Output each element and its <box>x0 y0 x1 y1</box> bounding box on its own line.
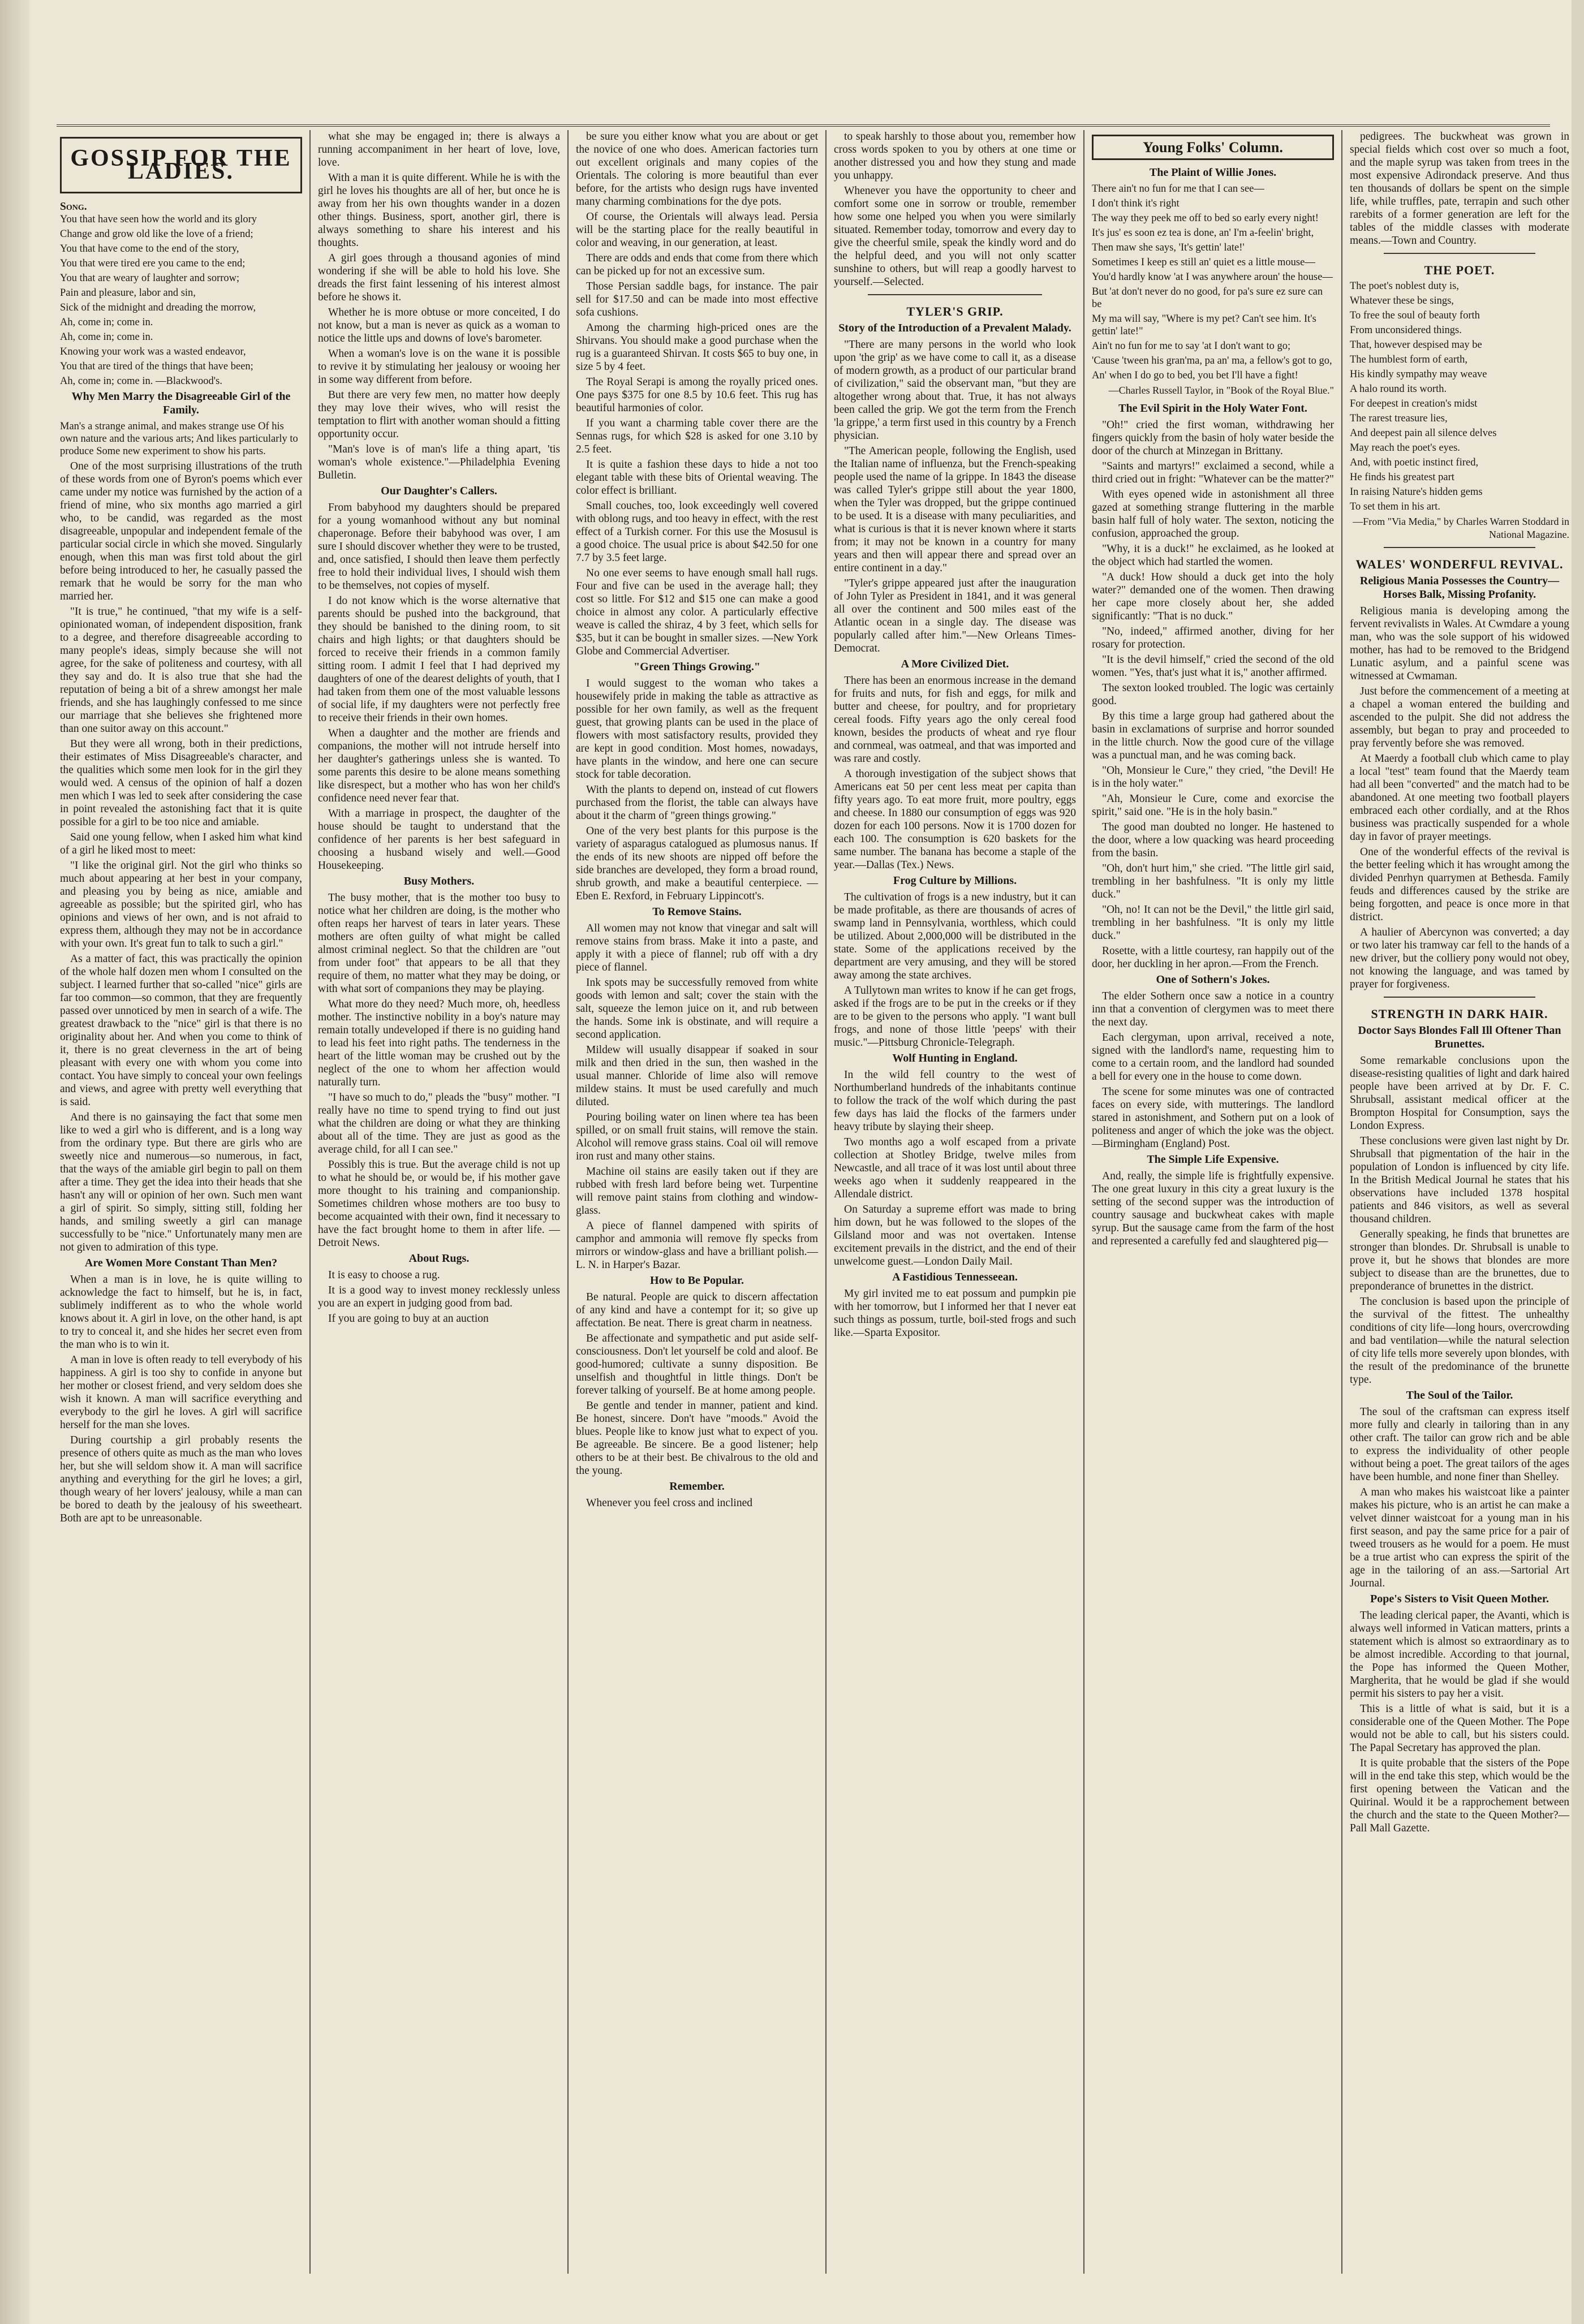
article-paragraph: A man in love is often ready to tell everybody of his happiness. A girl is too shy to confide in anyone but her mother or closest friend, and very seldom does she wish it known. A man will sacrifice everything and everybody to the girl he loves. A girl will sacrifice herself for the man she loves. <box>60 1354 302 1431</box>
page-edge-left <box>0 0 29 2324</box>
article-paragraph: No one ever seems to have enough small hall rugs. Four and five can be used in the average hall; they cost so little. For $12 and $15 one can make a good choice in almost any color. A particularly effective weave is called the shiraz, 4 by 3 feet, which sells for $35, but it can be bought in smaller sizes. —New York Globe and Commercial Advertiser. <box>576 567 818 657</box>
poem-line: I don't think it's right <box>1092 198 1180 209</box>
section-divider <box>1384 547 1535 548</box>
article-headline: STRENGTH IN DARK HAIR. <box>1371 1007 1548 1021</box>
poem-line: He finds his greatest part <box>1350 472 1454 483</box>
article-paragraph: There are odds and ends that come from there which can be picked up for not an excessive sum. <box>576 252 818 277</box>
song-line: Knowing your work was a wasted endeavor, <box>60 346 246 357</box>
poem-line: For deepest in creation's midst <box>1350 398 1478 409</box>
article-paragraph: With a man it is quite different. While he is with the girl he loves his thoughts are all of her, but once he is away from her his own thoughts wander in a dozen other things. Business, sport, another girl, there is always something to share his interest and his thoughts. <box>318 172 560 249</box>
article-paragraph: With eyes opened wide in astonishment all three gazed at something strange fluttering in the marble basin half full of holy water. The sexton, noticing the confusion, approached the group. <box>1092 489 1334 540</box>
article-paragraph: Whether he is more obtuse or more conceited, I do not know, but a man is never as quick as a woman to notice the little ups and downs of love's barometer. <box>318 307 560 344</box>
article-paragraph: The cultivation of frogs is a new industry, but it can be made profitable, as there are thousands of acres of swamp land in Pennsylvania, worthless, which could be utilized. About 2,000,000 will be distributed in the state. Some of the applications received by the department are very amusing, and they will be stored away among the state archives. <box>834 891 1076 981</box>
column-4 <box>830 130 1079 2274</box>
article-paragraph: Machine oil stains are easily taken out if they are rubbed with fresh lard before being wet. Turpentine will remove paint stains from clothing and window-glass. <box>576 1166 818 1217</box>
song-line: You that have seen how the world and its glory <box>60 214 257 225</box>
article-epigraph: Man's a strange animal, and makes strange use Of his own nature and the various arts; And likes particularly to produce Some new experiment to show his parts. <box>60 421 298 457</box>
poem-line: The humblest form of earth, <box>1350 354 1468 365</box>
article-headline: One of Sothern's Jokes. <box>1156 973 1270 986</box>
article-paragraph: If you want a charming table cover there are the Sennas rugs, for which $28 is asked for one 3.10 by 2.5 feet. <box>576 417 818 455</box>
article-paragraph: Religious mania is developing among the fervent revivalists in Wales. At Cwmdare a young man, who was the sole support of his widowed mother, has had to be removed to the Bridgend Lunatic asylum, and a painful scene was witnessed at Cwmaman. <box>1350 605 1569 682</box>
article-paragraph: be sure you either know what you are about or get the novice of one who does. American factories turn out excellent originals and many copies of the Orientals. The coloring is more beautiful than ever before, for the artists who design rugs have invented many charming combinations for the dye pots. <box>576 131 818 208</box>
article-paragraph: With a marriage in prospect, the daughter of the house should be taught to understand that the confidence of her parents is her best safeguard in choosing a husband wisely and well.—Good Housekeeping. <box>318 808 560 872</box>
article-paragraph: Pouring boiling water on linen where tea has been spilled, or on small fruit stains, will remove the stain. Alcohol will remove grass stains. Coal oil will remove iron rust and many other stains. <box>576 1111 818 1162</box>
article-paragraph: The good man doubted no longer. He hastened to the door, where a low quacking was heard proceeding from the basin. <box>1092 821 1334 859</box>
article-subheadline: Story of the Introduction of a Prevalent Malady. <box>838 322 1071 334</box>
article-paragraph: All women may not know that vinegar and salt will remove stains from brass. Make it into a paste, and apply it with a piece of flannel; rub off with a dry piece of flannel. <box>576 922 818 973</box>
song-title: Song. <box>60 201 87 213</box>
article-paragraph: Those Persian saddle bags, for instance. The pair sell for $17.50 and can be made into most effective sofa cushions. <box>576 281 818 318</box>
article-paragraph: It is a good way to invest money recklessly unless you are an expert in judging good from bad. <box>318 1284 560 1309</box>
poem-title: The Plaint of Willie Jones. <box>1149 166 1277 179</box>
article-paragraph: "No, indeed," affirmed another, diving for her rosary for protection. <box>1092 626 1334 650</box>
article-paragraph: "It is true," he continued, "that my wife is a self-opinionated woman, of independent disposition, frank to a degree, and therefore disagreeable according to many people's ideas, simply because she will not agree, for the sake of politeness and courtesy, with all they say and do. It is also true that she had the reputation of being a bit of a shrew amongst her male friends, and she has laughingly confessed to me since our marriage that she believes she frightened more than one suitor away on this account." <box>60 606 302 735</box>
article-headline: Why Men Marry the Disagreeable Girl of the Family. <box>71 390 291 416</box>
article-paragraph: By this time a large group had gathered about the basin in exclamations of surprise and horror sounded in the little church. Now the good cure of the village was a punctual man, and he was coming back. <box>1092 710 1334 761</box>
article-paragraph: The scene for some minutes was one of contracted faces on every side, with mutterings. The landlord stared in astonishment, and Sothern put on a look of politeness and anger of which the joke was the object.—Birmingham (England) Post. <box>1092 1086 1334 1150</box>
article-paragraph: The elder Sothern once saw a notice in a country inn that a convention of clergymen was to meet there the next day. <box>1092 990 1334 1028</box>
song-line: Ah, come in; come in. —Blackwood's. <box>60 376 222 387</box>
article-paragraph: what she may be engaged in; there is always a running accompaniment in her heart of love, love, love. <box>318 131 560 169</box>
article-paragraph: The Royal Serapi is among the royally priced ones. One pays $375 for one 8.5 by 10.6 feet. This rug has beautiful harmonies of color. <box>576 376 818 414</box>
article-paragraph: Mildew will usually disappear if soaked in sour milk and then dried in the sun, then washed in the usual manner. Chloride of lime also will remove mildew stains. It must be used carefully and much diluted. <box>576 1044 818 1108</box>
article-paragraph: Said one young fellow, when I asked him what kind of a girl he liked most to meet: <box>60 831 302 856</box>
article-headline: The Evil Spirit in the Holy Water Font. <box>1118 402 1307 415</box>
article-paragraph: A man who makes his waistcoat like a painter makes his picture, who is an artist he can make a velvet dinner waistcoat for a young man in his first season, and pay the same price for a pair of tweed trousers as he would for a poem. He must be a true artist who can express the spirit of the age in the tailoring of an ass.—Sartorial Art Journal. <box>1350 1486 1569 1589</box>
column-1 <box>57 130 305 2274</box>
poem-line: Ain't no fun for me to say 'at I don't want to go; <box>1092 340 1291 352</box>
column-5 <box>1088 130 1337 2274</box>
poem-line: The rarest treasure lies, <box>1350 413 1448 424</box>
article-paragraph: The conclusion is based upon the principle of the survival of the fittest. The unhealthy conditions of city life—long hours, overcrowding and bad ventilation—while the natural selection of city life tells more severely upon blondes, with the result of the predominance of the brunette type. <box>1350 1296 1569 1386</box>
article-headline: The Simple Life Expensive. <box>1147 1153 1279 1166</box>
article-paragraph: It is quite a fashion these days to hide a not too elegant table with these bits of Oriental weaving. The color effect is brilliant. <box>576 459 818 497</box>
article-headline: TYLER'S GRIP. <box>906 304 1004 318</box>
article-paragraph: "The American people, following the English, used the Italian name of influenza, but the French-speaking people used the name of la grippe. In 1843 the disease was called Tyler's grippe still about the year 1800, when the Tyler was dropped, but the grippe continued to be used. It is a disease with many peculiarities, and what is curious is that it is never known where it starts from; it may not be known in a country for many years and then will appear there and spread over an entire continent in a day." <box>834 445 1076 574</box>
article-paragraph: It is quite probable that the sisters of the Pope will in the end take this step, which would be the first opening between the Vatican and the Quirinal. Would it be a rapprochement between the church and the state to the Queen Mother?—Pall Mall Gazette. <box>1350 1757 1569 1834</box>
article-headline: To Remove Stains. <box>652 906 742 918</box>
poem-line: Whatever these be sings, <box>1350 295 1454 307</box>
section-divider <box>1384 997 1535 998</box>
article-paragraph: When a man is in love, he is quite willing to acknowledge the fact to himself, but he is, in fact, sublimely indifferent as to who the whole world knows about it. A girl in love, on the other hand, is apt to try to conceal it, and she hides her secret even from the man who is to win it. <box>60 1274 302 1351</box>
young-folks-header: Young Folks' Column. <box>1092 135 1334 160</box>
article-paragraph: On Saturday a supreme effort was made to bring him down, but he was followed to the slopes of the Gilsland moor and was not overtaken. Intense excitement prevails in the district, and the end of their unwelcome guest.—London Daily Mail. <box>834 1204 1076 1267</box>
article-paragraph: A haulier of Abercynon was converted; a day or two later his tramway car fell to the hands of a new driver, but the colliery pony would not obey, not knowing the language, and was tamed by prayer for forgiveness. <box>1350 926 1569 990</box>
column-rule <box>1083 130 1084 2274</box>
article-paragraph: When a daughter and the mother are friends and companions, the mother will not intrude herself into her daughter's gatherings unless she is wanted. To some parents this desire to be alone means something like disrespect, but a mother who has won her child's confidence need never fear that. <box>318 727 560 804</box>
article-paragraph: Ink spots may be successfully removed from white goods with lemon and salt; cover the stain with the salt, squeeze the lemon juice on it, and rub between the hands. Some ink is obstinate, and will require a second application. <box>576 977 818 1041</box>
article-paragraph: "Oh, don't hurt him," she cried. "The little girl said, trembling in her bashfulness. "It is only my little duck." <box>1092 863 1334 900</box>
article-paragraph: As a matter of fact, this was practically the opinion of the whole half dozen men whom I consulted on the subject. I learned further that so-called "nice" girls are far too common—so common, that they are frequently passed over unnoticed by men in search of a wife. The greatest drawback to the "nice" girl is that there is no originality about her. And when you come to think of it, there is no great cleverness in the art of being pleasant with every one with whom you come into contact. You have simply to conceal your own feelings and views, and agree with pretty well everything that is said. <box>60 953 302 1108</box>
article-paragraph: And there is no gainsaying the fact that some men like to wed a girl who is different, and is a long way from the ordinary type. But there are girls who are sweetly nice and numerous—so numerous, in fact, that the ways of the amiable girl begin to pall on them after a time. They get the idea into their heads that she hasn't any will or opinion of her own. Such men want a girl of spirit. So simply, sitting still, folding her hands, and smiling sweetly a girl can manage successfully to be "nice." Unfortunately many men are not given to admiration of this type. <box>60 1111 302 1253</box>
article-paragraph: "Saints and martyrs!" exclaimed a second, while a third cried out in fright: "Whatever can be the matter?" <box>1092 460 1334 485</box>
article-paragraph: Be natural. People are quick to discern affectation of any kind and have a contempt for it; so give up affectation. Be neat. There is great charm in neatness. <box>576 1291 818 1329</box>
article-paragraph: This is a little of what is said, but it is a considerable one of the Queen Mother. The Pope would not be able to call, but his sisters could. The Papal Secretary has approved the plan. <box>1350 1703 1569 1754</box>
article-paragraph: "It is the devil himself," cried the second of the old women. "Yes, that's just what it is," another affirmed. <box>1092 654 1334 679</box>
article-paragraph: From babyhood my daughters should be prepared for a young womanhood without any but nominal chaperonage. Before their babyhood was over, I am sure I should discover whether they were to be trusted, and, once satisfied, I should then leave them perfectly free to hold their individual lives, I should wish them to be themselves, not copies of myself. <box>318 502 560 592</box>
article-paragraph: It is easy to choose a rug. <box>328 1269 440 1281</box>
article-paragraph: In the wild fell country to the west of Northumberland hundreds of the inhabitants continue to follow the track of the wolf which during the past few days has laid the flocks of the farmers under heavy tribute by slaying their sheep. <box>834 1069 1076 1133</box>
poem-line: May reach the poet's eyes. <box>1350 442 1460 454</box>
poem-line: Sometimes I keep es still an' quiet es a little mouse— <box>1092 257 1315 268</box>
article-paragraph: I would suggest to the woman who takes a housewifely pride in making the table as attractive as possible for her own family, as well as the frequent guest, that growing plants can be used in the place of flowers with most satisfactory results, provided they are kept in good condition. Most homes, nowadays, have plants in the window, and here one can secure stock for table decoration. <box>576 678 818 781</box>
song-line: You that have come to the end of the story, <box>60 243 239 255</box>
article-paragraph: The leading clerical paper, the Avanti, which is always well informed in Vatican matters, prints a statement which is almost so extraordinary as to be almost incredible. According to that journal, the Pope has informed the Queen Mother, Margherita, that he would be glad if she would permit his sisters to pay her a visit. <box>1350 1610 1569 1700</box>
article-subheadline: Doctor Says Blondes Fall Ill Oftener Than Brunettes. <box>1358 1024 1561 1050</box>
article-paragraph: If you are going to buy at an auction <box>328 1313 489 1325</box>
article-headline: About Rugs. <box>408 1252 470 1265</box>
column-2 <box>315 130 563 2274</box>
article-paragraph: "A duck! How should a duck get into the holy water?" demanded one of the women. Then drawing her cape more closely about her, she added significantly: "That is no duck." <box>1092 571 1334 622</box>
poem-line: My ma will say, "Where is my pet? Can't see him. It's gettin' late!" <box>1092 313 1316 337</box>
article-paragraph: My girl invited me to eat possum and pumpkin pie with her tomorrow, but I informed her that I never eat such things as possum, turtle, boil-sted frogs and such like.—Sparta Expositor. <box>834 1288 1076 1339</box>
poem-line: A halo round its worth. <box>1350 383 1447 395</box>
song-line: Sick of the midnight and dreading the morrow, <box>60 302 256 313</box>
song-line: Ah, come in; come in. <box>60 317 153 328</box>
poem-line: Then maw she says, 'It's gettin' late!' <box>1092 242 1245 253</box>
song-line: You that are weary of laughter and sorrow; <box>60 273 240 284</box>
article-paragraph: Just before the commencement of a meeting at a chapel a woman entered the building and ascended to the pulpit. She did not address the assembly, but began to pray and proceeded to pray fervently before she was removed. <box>1350 685 1569 749</box>
article-paragraph: pedigrees. The buckwheat was grown in special fields which cost over so much a foot, and the maple syrup was taken from trees in the most expensive Adirondack preserve. And thus ten thousands of dollars be spent on the simple life, while truffles, pate, terrapin and such other rarebits of a former generation are left for the tables of the middle classes with moderate means.—Town and Country. <box>1350 131 1569 247</box>
article-paragraph: "There are many persons in the world who look upon 'the grip' as we have come to call it, as a disease of modern growth, as a product of our particular brand of civilization," said the observant man, "but they are altogether wrong about that. True, it has not always been called the grip. We got the term from the French 'la grippe,' a term first used in this country by a French physician. <box>834 339 1076 442</box>
poem-line: To set them in his art. <box>1350 501 1441 512</box>
article-paragraph: Be gentle and tender in manner, patient and kind. Be honest, sincere. Don't have "moods." Avoid the blues. People like to know just what to expect of you. Be agreeable. Be sincere. Be a good listener; help others to be at their best. Be chivalrous to the old and the young. <box>576 1400 818 1477</box>
article-paragraph: Whenever you feel cross and inclined <box>586 1497 753 1509</box>
article-paragraph: Generally speaking, he finds that brunettes are stronger than blondes. Dr. Shrubsall is unable to prove it, but he shows that blondes are more subject to disease than are the brunettes, due to preponderance of brunettes in the district. <box>1350 1228 1569 1292</box>
poem-line: An' when I do go to bed, you bet I'll have a fight! <box>1092 370 1298 381</box>
column-rule <box>825 130 827 2274</box>
article-headline: Remember. <box>669 1480 725 1493</box>
article-paragraph: "Oh, Monsieur le Cure," they cried, "the Devil! He is in the holy water." <box>1092 765 1334 790</box>
article-paragraph: Rosette, with a little courtesy, ran happily out of the door, her duckling in her apron.—From the French. <box>1092 945 1334 970</box>
article-paragraph: There has been an enormous increase in the demand for fruits and nuts, for fish and eggs, for milk and butter and cheese, for poultry, and for proprietary cereal foods. Fifty years ago the only cereal food known, besides the products of wheat and rye flour and cornmeal, was oatmeal, and that was imported and was rare and costly. <box>834 675 1076 765</box>
poem-line: And, with poetic instinct fired, <box>1350 457 1479 468</box>
article-paragraph: Small couches, too, look exceedingly well covered with oblong rugs, and too heavy in effect, with the rest effect of a Turkish corner. For this use the Mosusul is a good choice. The usual price is about $42.50 for one 7.7 by 3.5 feet large. <box>576 500 818 564</box>
article-headline: Frog Culture by Millions. <box>893 874 1017 887</box>
article-paragraph: At Maerdy a football club which came to play a local "test" team found that the Maerdy team had all been "converted" and the match had to be abandoned. At one meeting two football players embraced each other cordially, and at the Rhos business was practically suspended for a whole day in favor of prayer meetings. <box>1350 753 1569 843</box>
article-paragraph: These conclusions were given last night by Dr. Shrubsall that pigmentation of the hair in the population of London is influenced by city life. In the British Medical Journal he states that his observations have included 1378 hospital patients and 846 visitors, as well as several thousand children. <box>1350 1135 1569 1225</box>
article-subheadline: Religious Mania Possesses the Country—Horses Balk, Missing Profanity. <box>1359 575 1560 601</box>
article-paragraph: "Ah, Monsieur le Cure, come and exorcise the spirit," said one. "He is in the holy basin." <box>1092 793 1334 818</box>
poem-line: But 'at don't never do no good, for pa's sure ez sure can be <box>1092 286 1323 310</box>
article-paragraph: With the plants to depend on, instead of cut flowers purchased from the florist, the table can always have about it the charm of "green things growing." <box>576 784 818 822</box>
article-paragraph: What more do they need? Much more, oh, heedless mother. The instinctive nobility in a boy's nature may remain totally undeveloped if there is no guiding hand to lead his feet into right paths. The tenderness in the heart of the little woman may be crushed out by the neglect of the one to whom her affection would naturally turn. <box>318 998 560 1088</box>
article-paragraph: When a woman's love is on the wane it is possible to revive it by stimulating her jealousy or wooing her in some way different from before. <box>318 348 560 386</box>
article-paragraph: A girl goes through a thousand agonies of mind wondering if she will be able to hold his love. She dreads the first faint lessening of his interest almost before he shows it. <box>318 252 560 303</box>
article-headline: A Fastidious Tennesseean. <box>892 1271 1018 1283</box>
article-paragraph: Each clergyman, upon arrival, received a note, signed with the landlord's name, requesting him to come to a certain room, and the landlord had sounded a bell for every one in the house to come down. <box>1092 1032 1334 1083</box>
article-paragraph: The busy mother, that is the mother too busy to notice what her children are doing, is the mother who often reaps her harvest of tears in later years. These mothers are often guilty of what might be called almost criminal neglect. So that the children are "out from under foot" that appears to be all that they require of them, no matter what they may be doing, or with what sort of companions they may be playing. <box>318 892 560 995</box>
article-headline: Wolf Hunting in England. <box>892 1052 1018 1064</box>
song-line: Ah, come in; come in. <box>60 331 153 343</box>
article-paragraph: One of the most surprising illustrations of the truth of these words from one of Byron's poems which ever came under my notice was furnished by the action of a friend of mine, who six months ago married a girl who, to be candid, was regarded as the most disagreeable, unpopular and independent female of the particular social circle in which she moved. Singularly enough, when this man was first told about the girl before being introduced to her, he casually passed the remark that he would be sorry for the man who married her. <box>60 460 302 602</box>
poem-title: THE POET. <box>1424 263 1495 277</box>
article-paragraph: One of the wonderful effects of the revival is the better feeling which it has wrought among the divided Penrhyn quarrymen at Bethesda. Family feuds and differences caused by the strike are being forgotten, and peace is once more in that district. <box>1350 846 1569 923</box>
song-line: You that were tired ere you came to the end; <box>60 258 246 269</box>
poem-line: That, however despised may be <box>1350 339 1482 351</box>
poem-line: You'd hardly know 'at I was anywhere aroun' the house— <box>1092 271 1333 283</box>
article-paragraph: "Oh!" cried the first woman, withdrawing her fingers quickly from the basin of holy water beside the door of the church at Minzegan in Brittany. <box>1092 419 1334 457</box>
poem-line: There ain't no fun for me that I can see— <box>1092 183 1264 195</box>
article-headline: The Soul of the Tailor. <box>1406 1389 1513 1402</box>
gossip-header: GOSSIP FOR THE LADIES. <box>60 137 302 193</box>
masthead-rule <box>57 40 1550 127</box>
poem-line: The way they peek me off to bed so early every night! <box>1092 213 1319 224</box>
poem-line: 'Cause 'tween his gran'ma, pa an' ma, a fellow's got to go, <box>1092 355 1332 367</box>
article-paragraph: "I have so much to do," pleads the "busy" mother. "I really have no time to spend trying to find out just what the children are doing or what they are thinking about all of the time. They are just as good as the average child, for all I can see." <box>318 1092 560 1155</box>
poem-line: It's jus' es soon ez tea is done, an' I'm a-feelin' bright, <box>1092 227 1314 239</box>
song-line: You that are tired of the things that have been; <box>60 361 253 372</box>
article-paragraph: "Oh, no! It can not be the Devil," the little girl said, trembling in her bashfulness. "It is only my little duck." <box>1092 904 1334 942</box>
article-paragraph: During courtship a girl probably resents the presence of others quite as much as the man who loves her, but she will seldom show it. A man will sacrifice anything and everything for the girl he loves; a girl, though weary of her lovers' jealousy, while a man can be bored to death by the jealousy of his sweetheart. Both are apt to be unreasonable. <box>60 1434 302 1524</box>
poem-line: And deepest pain all silence delves <box>1350 428 1497 439</box>
column-rule <box>1341 130 1342 2274</box>
article-paragraph: to speak harshly to those about you, remember how cross words spoken to you by others at one time or another distressed you and how they stung and made you unhappy. <box>834 131 1076 182</box>
page-edge-right <box>1572 0 1584 2324</box>
article-paragraph: "Tyler's grippe appeared just after the inauguration of John Tyler as President in 1841, and it was general all over the continent and 500 miles east of the Atlantic ocean in a single day. The disease was popularly called after him."—New Orleans Times-Democrat. <box>834 577 1076 654</box>
article-paragraph: The soul of the craftsman can express itself more fully and clearly in tailoring than in any other craft. The tailor can grow rich and be able to express the individuality of other people without being a poet. The great tailors of the ages have been humble, and none finer than Shelley. <box>1350 1406 1569 1483</box>
article-headline: How to Be Popular. <box>650 1274 744 1287</box>
article-paragraph: "Why, it is a duck!" he exclaimed, as he looked at the object which had startled the women. <box>1092 543 1334 568</box>
article-paragraph: But they were all wrong, both in their predictions, their estimates of Miss Disagreeable's character, and the qualities which some men look for in the girl they would wed. A census of the opinion of half a dozen men which I was led to seek after considering the case in point revealed the astonishing fact that it is quite possible for a girl to be too nice and amiable. <box>60 738 302 828</box>
section-divider <box>868 294 1042 295</box>
article-paragraph: A piece of flannel dampened with spirits of camphor and ammonia will remove fly specks from mirrors or window-glass and have a brilliant polish.—L. N. in Harper's Bazar. <box>576 1220 818 1271</box>
article-headline: Busy Mothers. <box>403 875 475 887</box>
article-paragraph: A Tullytown man writes to know if he can get frogs, asked if the frogs are to be put in the creeks or if they are to be given to the persons who apply. "I want bull frogs, and none of those little 'peeps' with their music."—Pittsburg Chronicle-Telegraph. <box>834 985 1076 1049</box>
poem-byline: —From "Via Media," by Charles Warren Stoddard in National Magazine. <box>1353 516 1569 540</box>
article-headline: Our Daughter's Callers. <box>381 485 497 497</box>
poem-line: His kindly sympathy may weave <box>1350 369 1487 380</box>
article-paragraph: The sexton looked troubled. The logic was certainly good. <box>1092 682 1334 707</box>
article-paragraph: A thorough investigation of the subject shows that Americans eat 50 per cent less meat per capita than fifty years ago. To eat more fruit, more poultry, eggs and cheese. In 1880 our consumption of eggs was 920 dozen for each 100 persons. Now it is 1700 dozen for each 100. The consumption is 620 baskets for the same number. The banana has become a staple of the year.—Dallas (Tex.) News. <box>834 768 1076 871</box>
poem-line: In raising Nature's hidden gems <box>1350 486 1483 498</box>
article-headline: A More Civilized Diet. <box>901 658 1009 670</box>
column-rule <box>567 130 569 2274</box>
article-paragraph: Two months ago a wolf escaped from a private collection at Shotley Bridge, twelve miles from Newcastle, and all trace of it was lost until about three weeks ago when it suddenly reappeared in the Allendale district. <box>834 1136 1076 1200</box>
column-rule <box>309 130 311 2274</box>
poem-byline: —Charles Russell Taylor, in "Book of the Royal Blue." <box>1108 385 1334 396</box>
poem-line: From unconsidered things. <box>1350 325 1462 336</box>
poem-line: The poet's noblest duty is, <box>1350 281 1459 292</box>
article-headline: Pope's Sisters to Visit Queen Mother. <box>1370 1593 1549 1605</box>
article-headline: Are Women More Constant Than Men? <box>84 1257 278 1269</box>
poem-line: To free the soul of beauty forth <box>1350 310 1480 321</box>
article-paragraph: "Man's love is of man's life a thing apart, 'tis woman's whole existence."—Philadelphia Evening Bulletin. <box>318 443 560 481</box>
article-paragraph: Possibly this is true. But the average child is not up to what he should be, or would be, if his mother gave more thought to his training and companionship. Sometimes children whose mothers are too busy to become acquainted with their own, find it necessary to have the fact brought home to them in after life. —Detroit News. <box>318 1159 560 1249</box>
article-paragraph: And, really, the simple life is frightfully expensive. The one great luxury in this city a great luxury is the setting of the second supper was the introduction of country sausage and buckwheat cakes with maple syrup. But the sausage came from the farm of the host and represented a carefully fed and slaughtered pig— <box>1092 1170 1334 1247</box>
article-paragraph: Among the charming high-priced ones are the Shirvans. You should make a good purchase when the rug is a guaranteed Shirvan. It costs $65 to buy one, in size 5 by 4 feet. <box>576 322 818 373</box>
article-paragraph: I do not know which is the worse alternative that parents should be pushed into the background, that they should be banished to the dining room, to sit chairs and high lights; or that daughters should be forced to receive their friends in a common family sitting room. I admit I feel that I had deprived my daughters of one of the dearest delights of youth, that I had taken from them one of the most valuable lessons of social life, if my daughters were not perfectly free to receive their friends in their own homes. <box>318 595 560 724</box>
article-paragraph: One of the very best plants for this purpose is the variety of asparagus catalogued as plumosus nanus. If the ends of its new shoots are nipped off before the side branches are developed, they form a broad round, shrub growth, and make a beautiful centerpiece. —Eben E. Rexford, in February Lippincott's. <box>576 825 818 902</box>
article-paragraph: But there are very few men, no matter how deeply they may love their wives, who will resist the temptation to flirt with another woman should a fitting opportunity occur. <box>318 389 560 440</box>
article-paragraph: Some remarkable conclusions upon the disease-resisting qualities of light and dark haired people have been arrived at by Dr. F. C. Shrubsall, assistant medical officer at the Brompton Hospital for Consumption, says the London Express. <box>1350 1055 1569 1132</box>
article-paragraph: "I like the original girl. Not the girl who thinks so much about appearing at her best in your company, and pleasing you by being as nice, amiable and agreeable as possible; but the spirited girl, who has opinions and views of her own, and is not afraid to express them, although they may not be in accordance with your own. It's great fun to talk to such a girl." <box>60 860 302 950</box>
column-3 <box>573 130 821 2274</box>
article-paragraph: Be affectionate and sympathetic and put aside self-consciousness. Don't let yourself be cold and aloof. Be good-humored; cultivate a sunny disposition. Be unselfish and thoughtful in little things. Don't be forever talking of yourself. Be at home among people. <box>576 1333 818 1396</box>
song-line: Pain and pleasure, labor and sin, <box>60 287 196 299</box>
article-paragraph: Whenever you have the opportunity to cheer and comfort some one in sorrow or trouble, remember how some one helped you when you were similarly situated. Remember today, tomorrow and every day to give the cheerful smile, speak the kindly word and do the helpful deed, and you will not only scatter sunshine to others, but will reap a goodly harvest to yourself.—Selected. <box>834 185 1076 288</box>
column-6 <box>1346 130 1573 2274</box>
article-headline: "Green Things Growing." <box>634 661 760 673</box>
article-paragraph: Of course, the Orientals will always lead. Persia will be the starting place for the really beautiful in color and weaving, in our generation, at least. <box>576 211 818 249</box>
song-line: Change and grow old like the love of a friend; <box>60 228 253 240</box>
article-headline: WALES' WONDERFUL REVIVAL. <box>1355 557 1564 571</box>
section-divider <box>1384 253 1535 254</box>
